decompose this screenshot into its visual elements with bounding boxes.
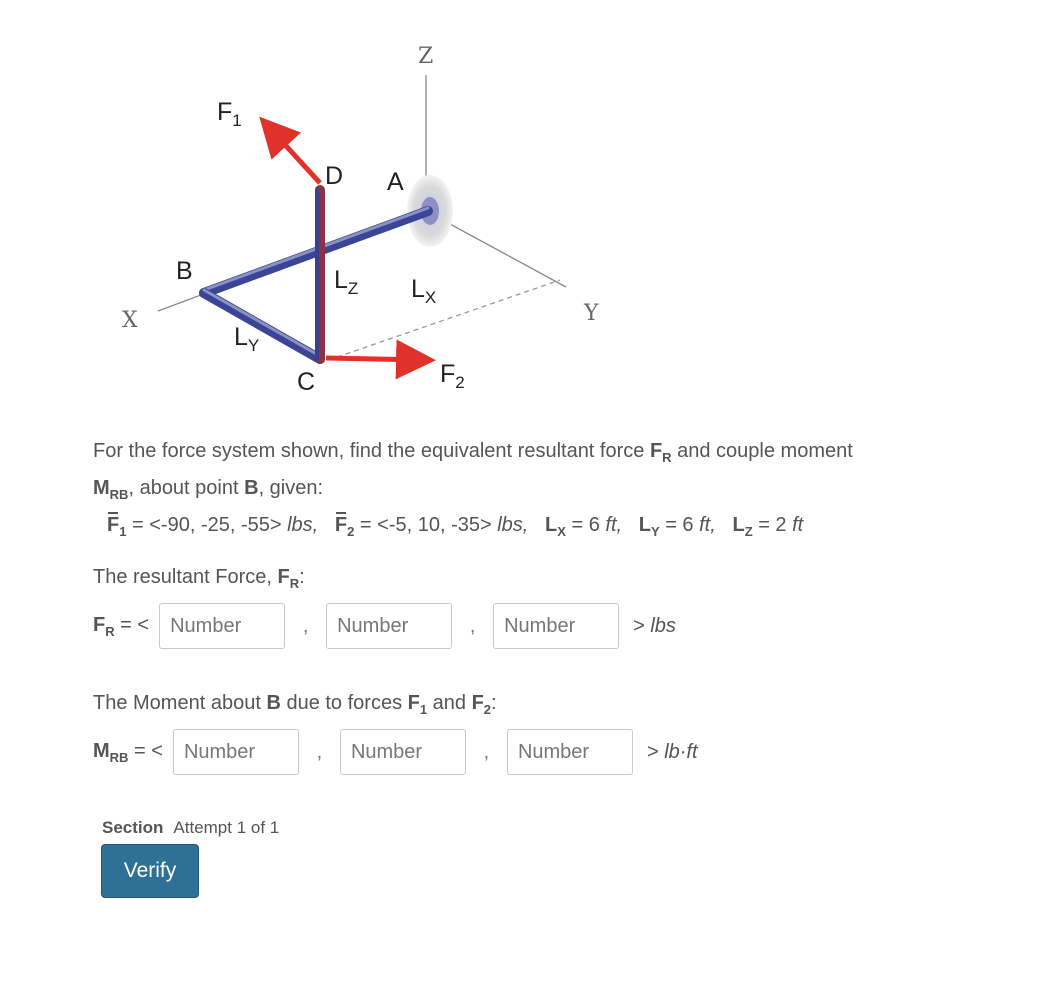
- resultant-lhs: $F_R$ = <: [93, 613, 150, 639]
- f1-arrow: [266, 124, 320, 183]
- fr-x-input[interactable]: [159, 603, 285, 649]
- given-values: F $_1$ = <-90, -25, -55> lbs, F $_2$ = <-5, 10, -35> lbs, $L_X = 6$ ft, $L_Y = 6$ ft, $L_Z = 2$ ft: [107, 514, 804, 539]
- force-unit: > lbs: [633, 614, 676, 637]
- force-diagram: [100, 25, 640, 410]
- point-b-label: B: [176, 257, 193, 285]
- axis-y-label: Y: [584, 301, 599, 326]
- axis-x-label: X: [122, 308, 138, 333]
- lx-label: $L_X$: [411, 275, 437, 307]
- problem-statement: [93, 436, 973, 547]
- lz-label: $L_Z$: [334, 266, 359, 298]
- fr-y-input[interactable]: [326, 603, 452, 649]
- attempt-count: Attempt 1 of 1: [173, 818, 280, 837]
- problem-intro: For the force system shown, find the equivalent resultant force $F_R$ and couple moment $M_{RB}$, about point B, given:: [93, 440, 853, 502]
- point-c-label: C: [297, 368, 316, 396]
- moment-heading: The Moment about B due to forces $F_1$ and $F_2$:: [93, 692, 497, 717]
- resultant-heading: The resultant Force, $F_R$:: [93, 566, 305, 591]
- comma: ,: [302, 614, 309, 637]
- moment-row: [93, 727, 698, 777]
- section-attempt: [102, 818, 279, 838]
- moment-unit: > lb·ft: [646, 740, 698, 763]
- comma: ,: [316, 740, 323, 763]
- mrb-x-input[interactable]: [173, 729, 299, 775]
- point-a-label: A: [387, 168, 404, 196]
- mrb-y-input[interactable]: [340, 729, 466, 775]
- ly-label: $L_Y$: [234, 323, 260, 355]
- f2-label: $F_2$: [440, 360, 465, 392]
- f1-label: $F_1$: [217, 98, 242, 130]
- comma: ,: [483, 740, 490, 763]
- mrb-z-input[interactable]: [507, 729, 633, 775]
- point-d-label: D: [325, 162, 344, 190]
- moment-lhs: $M_{RB}$ = <: [93, 739, 163, 765]
- fr-z-input[interactable]: [493, 603, 619, 649]
- comma: ,: [469, 614, 476, 637]
- axis-z-label: Z: [418, 44, 434, 69]
- f2-arrow: [326, 358, 426, 360]
- resultant-row: [93, 601, 676, 651]
- verify-button[interactable]: Verify: [101, 844, 199, 898]
- rod-b-to-c: [204, 293, 320, 359]
- force-system-figure: [100, 25, 640, 410]
- section-label: Section: [102, 818, 164, 837]
